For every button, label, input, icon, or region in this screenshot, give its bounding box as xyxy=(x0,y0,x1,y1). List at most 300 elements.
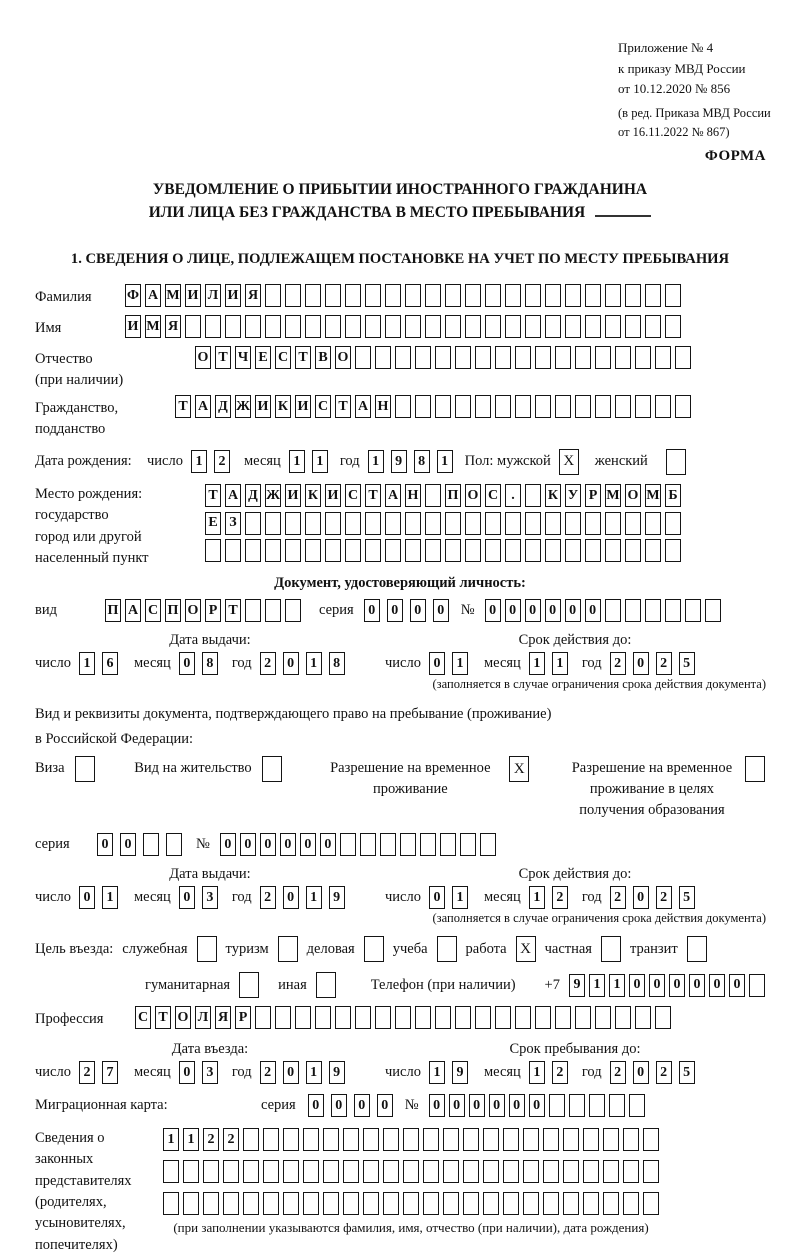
char-box[interactable]: 1 xyxy=(191,450,207,473)
char-box[interactable]: 0 xyxy=(633,886,649,909)
char-box[interactable] xyxy=(549,1094,565,1117)
char-box[interactable] xyxy=(463,1128,479,1151)
char-box[interactable] xyxy=(525,315,541,338)
char-box[interactable] xyxy=(163,1192,179,1215)
char-box[interactable]: П xyxy=(105,599,121,622)
char-box[interactable]: С xyxy=(135,1006,151,1029)
residence-issue-month-input[interactable] xyxy=(179,886,218,909)
char-box[interactable]: 0 xyxy=(633,1061,649,1084)
char-box[interactable]: 8 xyxy=(202,652,218,675)
char-box[interactable]: 9 xyxy=(452,1061,468,1084)
char-box[interactable]: 2 xyxy=(610,1061,626,1084)
char-box[interactable] xyxy=(563,1128,579,1151)
char-box[interactable] xyxy=(525,484,541,507)
doc-kind-input[interactable] xyxy=(105,599,301,622)
char-box[interactable] xyxy=(355,1006,371,1029)
char-box[interactable]: 1 xyxy=(306,886,322,909)
char-box[interactable] xyxy=(303,1160,319,1183)
char-box[interactable]: Ч xyxy=(235,346,251,369)
char-box[interactable] xyxy=(423,1128,439,1151)
char-box[interactable]: Я xyxy=(165,315,181,338)
char-box[interactable]: Т xyxy=(295,346,311,369)
char-box[interactable] xyxy=(603,1192,619,1215)
char-box[interactable] xyxy=(343,1192,359,1215)
char-box[interactable]: 8 xyxy=(329,652,345,675)
char-box[interactable] xyxy=(655,346,671,369)
char-box[interactable] xyxy=(435,395,451,418)
char-box[interactable] xyxy=(749,974,765,997)
char-box[interactable] xyxy=(645,539,661,562)
char-box[interactable] xyxy=(645,599,661,622)
char-box[interactable] xyxy=(365,512,381,535)
char-box[interactable] xyxy=(375,1006,391,1029)
char-box[interactable]: 0 xyxy=(429,1094,445,1117)
char-box[interactable] xyxy=(623,1128,639,1151)
char-box[interactable] xyxy=(483,1192,499,1215)
char-box[interactable]: О xyxy=(175,1006,191,1029)
char-box[interactable] xyxy=(285,512,301,535)
char-box[interactable] xyxy=(463,1192,479,1215)
char-box[interactable] xyxy=(485,512,501,535)
char-box[interactable]: 1 xyxy=(552,652,568,675)
char-box[interactable]: 5 xyxy=(679,886,695,909)
char-box[interactable] xyxy=(305,512,321,535)
char-box[interactable] xyxy=(643,1192,659,1215)
residence-issue-year-input[interactable] xyxy=(260,886,345,909)
char-box[interactable] xyxy=(285,539,301,562)
char-box[interactable] xyxy=(465,512,481,535)
char-box[interactable]: Р xyxy=(585,484,601,507)
representatives-input-row2[interactable] xyxy=(163,1160,659,1183)
char-box[interactable]: 0 xyxy=(283,886,299,909)
residence-series-input[interactable] xyxy=(97,833,182,856)
char-box[interactable] xyxy=(205,539,221,562)
char-box[interactable]: 2 xyxy=(610,652,626,675)
char-box[interactable] xyxy=(503,1160,519,1183)
char-box[interactable] xyxy=(555,1006,571,1029)
char-box[interactable]: 1 xyxy=(183,1128,199,1151)
char-box[interactable]: С xyxy=(315,395,331,418)
char-box[interactable] xyxy=(569,1094,585,1117)
char-box[interactable] xyxy=(685,599,701,622)
char-box[interactable]: Н xyxy=(405,484,421,507)
char-box[interactable] xyxy=(485,284,501,307)
char-box[interactable] xyxy=(360,833,376,856)
char-box[interactable] xyxy=(363,1192,379,1215)
char-box[interactable]: 0 xyxy=(387,599,403,622)
char-box[interactable]: 9 xyxy=(569,974,585,997)
char-box[interactable] xyxy=(565,539,581,562)
char-box[interactable] xyxy=(243,1192,259,1215)
char-box[interactable] xyxy=(515,346,531,369)
char-box[interactable] xyxy=(485,539,501,562)
purpose-tourism-checkbox[interactable] xyxy=(278,936,298,962)
char-box[interactable] xyxy=(425,512,441,535)
char-box[interactable] xyxy=(335,1006,351,1029)
char-box[interactable]: Т xyxy=(175,395,191,418)
char-box[interactable] xyxy=(405,512,421,535)
char-box[interactable] xyxy=(535,395,551,418)
char-box[interactable] xyxy=(475,346,491,369)
char-box[interactable] xyxy=(585,539,601,562)
birth-day-input[interactable] xyxy=(191,450,230,473)
char-box[interactable]: 9 xyxy=(391,450,407,473)
char-box[interactable]: И xyxy=(255,395,271,418)
char-box[interactable]: 0 xyxy=(429,886,445,909)
char-box[interactable]: 2 xyxy=(214,450,230,473)
char-box[interactable] xyxy=(545,512,561,535)
doc-number-input[interactable] xyxy=(485,599,721,622)
char-box[interactable]: 0 xyxy=(220,833,236,856)
char-box[interactable] xyxy=(475,395,491,418)
char-box[interactable]: 0 xyxy=(649,974,665,997)
char-box[interactable]: М xyxy=(605,484,621,507)
char-box[interactable]: 0 xyxy=(529,1094,545,1117)
char-box[interactable] xyxy=(645,284,661,307)
char-box[interactable]: М xyxy=(645,484,661,507)
char-box[interactable] xyxy=(605,512,621,535)
purpose-official-checkbox[interactable] xyxy=(197,936,217,962)
char-box[interactable] xyxy=(545,315,561,338)
char-box[interactable] xyxy=(340,833,356,856)
char-box[interactable]: 0 xyxy=(449,1094,465,1117)
char-box[interactable]: 0 xyxy=(97,833,113,856)
char-box[interactable] xyxy=(303,1192,319,1215)
representatives-input-row1[interactable] xyxy=(163,1128,659,1151)
char-box[interactable] xyxy=(655,395,671,418)
char-box[interactable] xyxy=(275,1006,291,1029)
char-box[interactable]: 0 xyxy=(689,974,705,997)
char-box[interactable] xyxy=(535,1006,551,1029)
char-box[interactable]: 0 xyxy=(179,1061,195,1084)
char-box[interactable] xyxy=(575,395,591,418)
char-box[interactable] xyxy=(465,539,481,562)
char-box[interactable]: 2 xyxy=(656,652,672,675)
char-box[interactable]: 0 xyxy=(525,599,541,622)
char-box[interactable]: Р xyxy=(205,599,221,622)
char-box[interactable]: 0 xyxy=(331,1094,347,1117)
char-box[interactable] xyxy=(625,599,641,622)
char-box[interactable]: 2 xyxy=(552,1061,568,1084)
char-box[interactable] xyxy=(363,1160,379,1183)
char-box[interactable] xyxy=(415,1006,431,1029)
char-box[interactable] xyxy=(543,1128,559,1151)
char-box[interactable] xyxy=(455,346,471,369)
char-box[interactable]: 0 xyxy=(79,886,95,909)
char-box[interactable] xyxy=(629,1094,645,1117)
birth-place-input-row1[interactable] xyxy=(205,484,681,507)
char-box[interactable] xyxy=(225,315,241,338)
char-box[interactable] xyxy=(305,284,321,307)
doc-valid-day-input[interactable] xyxy=(429,652,468,675)
char-box[interactable] xyxy=(283,1128,299,1151)
char-box[interactable]: 0 xyxy=(240,833,256,856)
char-box[interactable] xyxy=(425,284,441,307)
doc-issue-year-input[interactable] xyxy=(260,652,345,675)
char-box[interactable] xyxy=(603,1160,619,1183)
char-box[interactable] xyxy=(465,315,481,338)
char-box[interactable]: И xyxy=(295,395,311,418)
char-box[interactable] xyxy=(615,346,631,369)
char-box[interactable] xyxy=(609,1094,625,1117)
char-box[interactable] xyxy=(575,1006,591,1029)
stay-day-input[interactable] xyxy=(429,1061,468,1084)
char-box[interactable]: Е xyxy=(255,346,271,369)
char-box[interactable]: . xyxy=(505,484,521,507)
char-box[interactable]: А xyxy=(145,284,161,307)
char-box[interactable] xyxy=(615,1006,631,1029)
char-box[interactable]: Н xyxy=(375,395,391,418)
char-box[interactable]: О xyxy=(465,484,481,507)
residence-valid-year-input[interactable] xyxy=(610,886,695,909)
char-box[interactable]: 1 xyxy=(437,450,453,473)
char-box[interactable] xyxy=(475,1006,491,1029)
char-box[interactable] xyxy=(325,315,341,338)
char-box[interactable]: Я xyxy=(245,284,261,307)
char-box[interactable] xyxy=(635,1006,651,1029)
char-box[interactable]: К xyxy=(305,484,321,507)
char-box[interactable] xyxy=(595,395,611,418)
char-box[interactable] xyxy=(265,284,281,307)
char-box[interactable] xyxy=(283,1192,299,1215)
char-box[interactable]: 9 xyxy=(329,1061,345,1084)
char-box[interactable]: 2 xyxy=(260,886,276,909)
char-box[interactable] xyxy=(303,1128,319,1151)
given-name-input[interactable] xyxy=(125,315,681,338)
char-box[interactable] xyxy=(383,1160,399,1183)
char-box[interactable]: А xyxy=(125,599,141,622)
char-box[interactable]: М xyxy=(165,284,181,307)
char-box[interactable] xyxy=(183,1160,199,1183)
char-box[interactable]: И xyxy=(185,284,201,307)
char-box[interactable] xyxy=(525,284,541,307)
char-box[interactable] xyxy=(265,539,281,562)
char-box[interactable] xyxy=(635,346,651,369)
char-box[interactable] xyxy=(635,395,651,418)
char-box[interactable] xyxy=(605,284,621,307)
char-box[interactable]: В xyxy=(315,346,331,369)
visa-checkbox[interactable] xyxy=(75,756,95,782)
char-box[interactable] xyxy=(445,512,461,535)
char-box[interactable]: 0 xyxy=(505,599,521,622)
char-box[interactable]: 1 xyxy=(529,886,545,909)
char-box[interactable] xyxy=(345,512,361,535)
char-box[interactable]: И xyxy=(125,315,141,338)
char-box[interactable] xyxy=(595,346,611,369)
char-box[interactable]: 1 xyxy=(306,652,322,675)
char-box[interactable] xyxy=(565,512,581,535)
char-box[interactable] xyxy=(460,833,476,856)
char-box[interactable] xyxy=(563,1160,579,1183)
char-box[interactable]: 0 xyxy=(260,833,276,856)
char-box[interactable] xyxy=(163,1160,179,1183)
birth-year-input[interactable] xyxy=(368,450,453,473)
char-box[interactable]: Д xyxy=(245,484,261,507)
char-box[interactable]: Б xyxy=(665,484,681,507)
char-box[interactable] xyxy=(643,1160,659,1183)
char-box[interactable] xyxy=(523,1128,539,1151)
char-box[interactable] xyxy=(555,346,571,369)
char-box[interactable] xyxy=(483,1160,499,1183)
stay-month-input[interactable] xyxy=(529,1061,568,1084)
char-box[interactable]: 0 xyxy=(669,974,685,997)
char-box[interactable] xyxy=(565,315,581,338)
char-box[interactable]: К xyxy=(275,395,291,418)
purpose-humanitarian-checkbox[interactable] xyxy=(239,972,259,998)
birth-month-input[interactable] xyxy=(289,450,328,473)
char-box[interactable] xyxy=(445,539,461,562)
char-box[interactable]: А xyxy=(195,395,211,418)
char-box[interactable] xyxy=(623,1192,639,1215)
char-box[interactable] xyxy=(185,315,201,338)
entry-month-input[interactable] xyxy=(179,1061,218,1084)
char-box[interactable]: С xyxy=(345,484,361,507)
char-box[interactable] xyxy=(285,315,301,338)
char-box[interactable]: 0 xyxy=(433,599,449,622)
char-box[interactable]: 1 xyxy=(452,886,468,909)
char-box[interactable]: Т xyxy=(335,395,351,418)
char-box[interactable] xyxy=(605,599,621,622)
char-box[interactable]: И xyxy=(325,484,341,507)
char-box[interactable] xyxy=(495,395,511,418)
char-box[interactable] xyxy=(625,315,641,338)
char-box[interactable]: Т xyxy=(205,484,221,507)
doc-valid-month-input[interactable] xyxy=(529,652,568,675)
char-box[interactable]: 1 xyxy=(102,886,118,909)
doc-issue-month-input[interactable] xyxy=(179,652,218,675)
char-box[interactable] xyxy=(643,1128,659,1151)
surname-input[interactable] xyxy=(125,284,681,307)
char-box[interactable] xyxy=(223,1160,239,1183)
char-box[interactable] xyxy=(245,315,261,338)
char-box[interactable] xyxy=(325,512,341,535)
char-box[interactable] xyxy=(463,1160,479,1183)
char-box[interactable]: 0 xyxy=(120,833,136,856)
char-box[interactable] xyxy=(203,1192,219,1215)
char-box[interactable]: 2 xyxy=(223,1128,239,1151)
char-box[interactable]: 1 xyxy=(312,450,328,473)
char-box[interactable] xyxy=(345,284,361,307)
char-box[interactable]: 0 xyxy=(283,652,299,675)
char-box[interactable] xyxy=(495,346,511,369)
char-box[interactable]: М xyxy=(145,315,161,338)
char-box[interactable] xyxy=(325,284,341,307)
char-box[interactable]: 0 xyxy=(485,599,501,622)
char-box[interactable]: 0 xyxy=(320,833,336,856)
char-box[interactable] xyxy=(343,1160,359,1183)
char-box[interactable] xyxy=(325,539,341,562)
char-box[interactable] xyxy=(655,1006,671,1029)
char-box[interactable] xyxy=(605,539,621,562)
char-box[interactable] xyxy=(515,395,531,418)
sex-female-checkbox[interactable] xyxy=(666,449,686,475)
char-box[interactable]: 0 xyxy=(377,1094,393,1117)
char-box[interactable] xyxy=(285,284,301,307)
char-box[interactable]: 1 xyxy=(368,450,384,473)
char-box[interactable]: 0 xyxy=(709,974,725,997)
char-box[interactable] xyxy=(345,315,361,338)
char-box[interactable]: 2 xyxy=(610,886,626,909)
representatives-input-row3[interactable] xyxy=(163,1192,659,1215)
char-box[interactable] xyxy=(363,1128,379,1151)
purpose-other-checkbox[interactable] xyxy=(316,972,336,998)
doc-series-input[interactable] xyxy=(364,599,449,622)
char-box[interactable] xyxy=(665,599,681,622)
char-box[interactable] xyxy=(615,395,631,418)
residence-number-input[interactable] xyxy=(220,833,496,856)
char-box[interactable]: И xyxy=(285,484,301,507)
char-box[interactable] xyxy=(403,1128,419,1151)
migration-series-input[interactable] xyxy=(308,1094,393,1117)
char-box[interactable]: Т xyxy=(225,599,241,622)
temp-residence-education-checkbox[interactable] xyxy=(745,756,765,782)
char-box[interactable]: У xyxy=(565,484,581,507)
char-box[interactable] xyxy=(443,1160,459,1183)
purpose-transit-checkbox[interactable] xyxy=(687,936,707,962)
char-box[interactable] xyxy=(585,512,601,535)
char-box[interactable]: 0 xyxy=(585,599,601,622)
char-box[interactable]: 1 xyxy=(589,974,605,997)
char-box[interactable]: С xyxy=(275,346,291,369)
phone-input[interactable] xyxy=(569,974,765,997)
char-box[interactable] xyxy=(589,1094,605,1117)
char-box[interactable] xyxy=(505,284,521,307)
char-box[interactable]: 1 xyxy=(163,1128,179,1151)
char-box[interactable] xyxy=(483,1128,499,1151)
char-box[interactable] xyxy=(263,1192,279,1215)
char-box[interactable]: 0 xyxy=(300,833,316,856)
char-box[interactable]: 1 xyxy=(289,450,305,473)
char-box[interactable] xyxy=(265,512,281,535)
char-box[interactable] xyxy=(203,1160,219,1183)
char-box[interactable]: 3 xyxy=(202,886,218,909)
char-box[interactable] xyxy=(365,315,381,338)
char-box[interactable] xyxy=(435,346,451,369)
migration-number-input[interactable] xyxy=(429,1094,645,1117)
char-box[interactable] xyxy=(625,512,641,535)
char-box[interactable]: А xyxy=(355,395,371,418)
purpose-business-checkbox[interactable] xyxy=(364,936,384,962)
char-box[interactable] xyxy=(315,1006,331,1029)
char-box[interactable] xyxy=(503,1128,519,1151)
char-box[interactable] xyxy=(445,284,461,307)
char-box[interactable] xyxy=(555,395,571,418)
char-box[interactable] xyxy=(623,1160,639,1183)
char-box[interactable] xyxy=(665,512,681,535)
char-box[interactable]: 1 xyxy=(529,1061,545,1084)
char-box[interactable] xyxy=(595,1006,611,1029)
profession-input[interactable] xyxy=(135,1006,671,1029)
char-box[interactable] xyxy=(405,539,421,562)
char-box[interactable] xyxy=(585,315,601,338)
char-box[interactable] xyxy=(503,1192,519,1215)
char-box[interactable] xyxy=(385,315,401,338)
char-box[interactable]: Ж xyxy=(235,395,251,418)
char-box[interactable]: 0 xyxy=(565,599,581,622)
char-box[interactable] xyxy=(465,284,481,307)
char-box[interactable] xyxy=(405,284,421,307)
char-box[interactable]: Ж xyxy=(265,484,281,507)
char-box[interactable]: 5 xyxy=(679,1061,695,1084)
char-box[interactable]: 6 xyxy=(102,652,118,675)
char-box[interactable] xyxy=(445,315,461,338)
char-box[interactable]: 2 xyxy=(260,1061,276,1084)
char-box[interactable] xyxy=(403,1192,419,1215)
entry-year-input[interactable] xyxy=(260,1061,345,1084)
char-box[interactable]: 0 xyxy=(509,1094,525,1117)
purpose-study-checkbox[interactable] xyxy=(437,936,457,962)
char-box[interactable]: 2 xyxy=(79,1061,95,1084)
